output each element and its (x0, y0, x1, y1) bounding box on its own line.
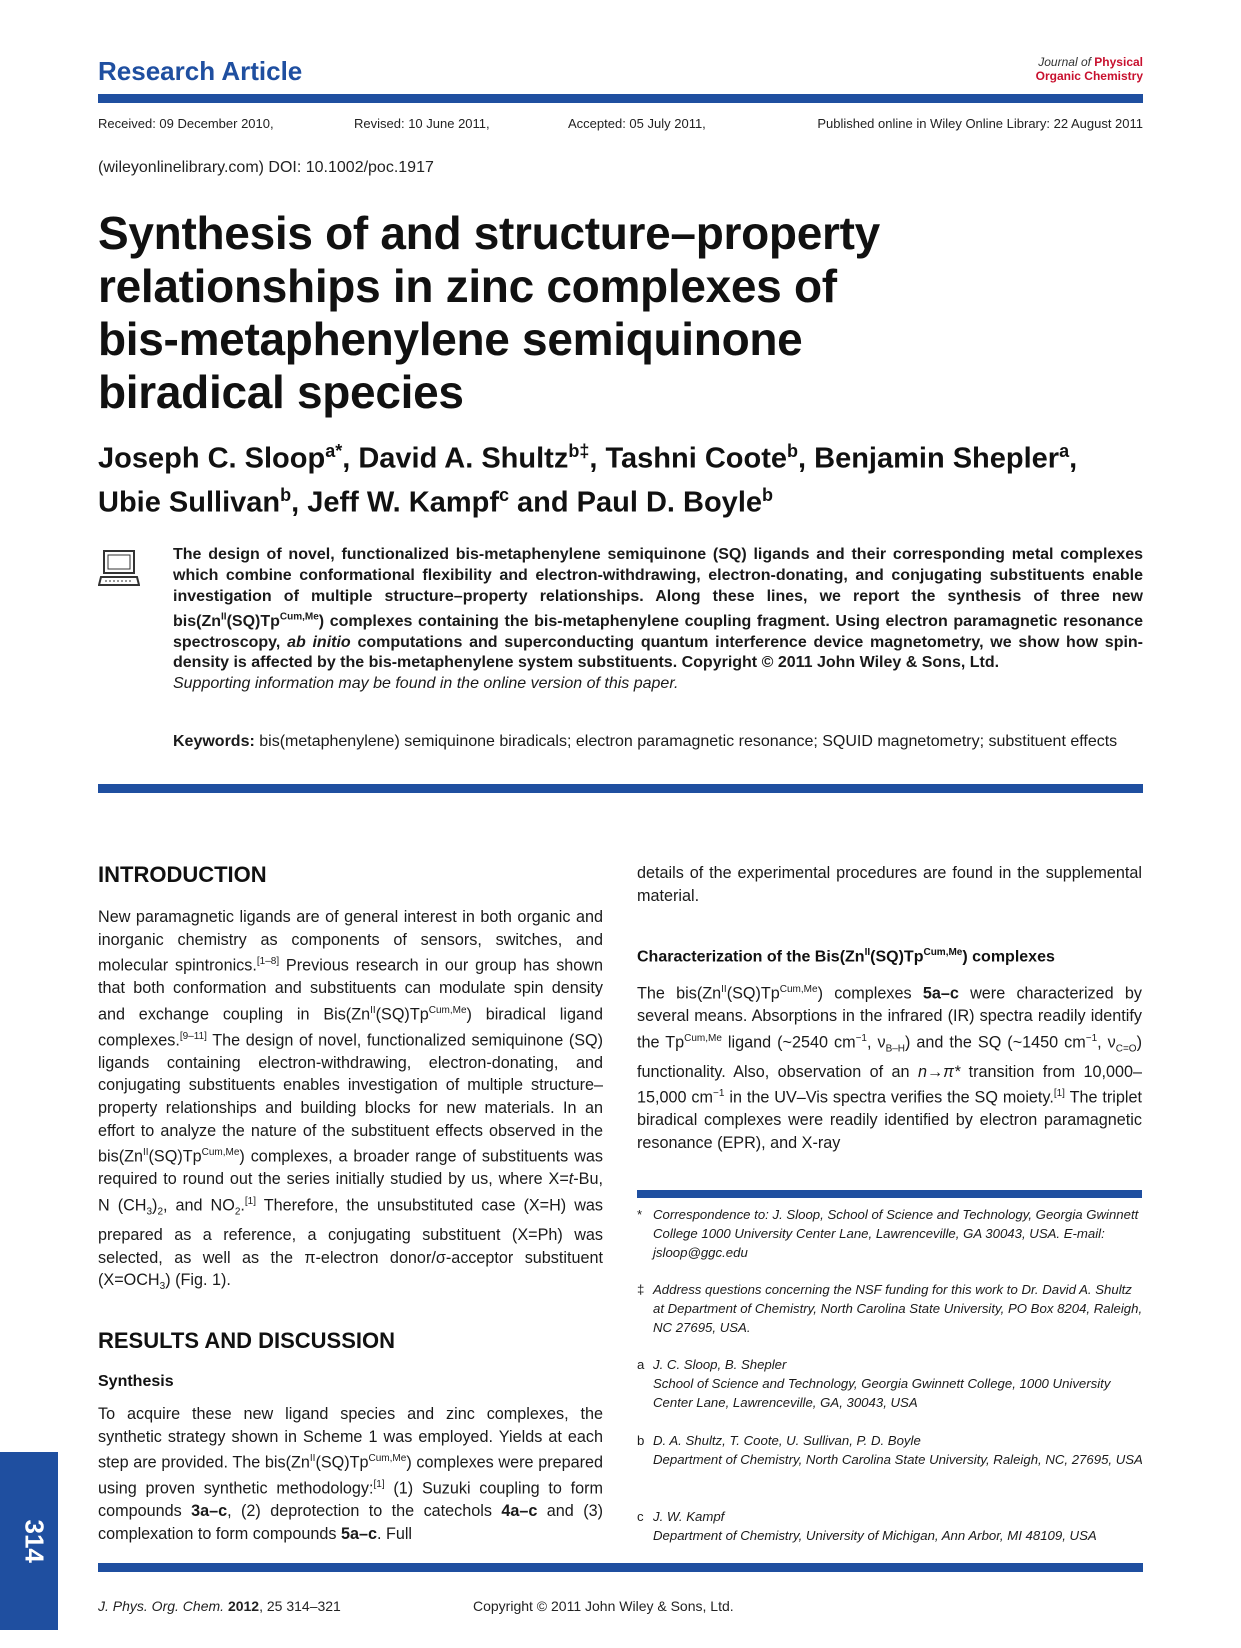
author-affil: b‡ (568, 441, 590, 461)
author-affil: c (498, 484, 509, 505)
author-list: Joseph C. Sloop$^{a*}$, David A. Shultz$^{b\ddagger}$, Tashni Coote$^b$, Benjamin Shepler$^a$, Ubie Sullivan$^b$, Jeff W. Kampf$^c$ and Paul D. Boyle$^b$ (98, 441, 1078, 519)
footnote-affil-b: b D. A. Shultz, T. Coote, U. Sullivan, P. D. Boyle Department of Chemistry, North Carolina State University, Raleigh, NC, 27695, USA (637, 1433, 1143, 1467)
top-rule (98, 94, 1143, 103)
supporting-info: Supporting information may be found in the online version of this paper. (173, 675, 679, 693)
journal-logo-emph: Physical (1094, 55, 1143, 69)
journal-logo (1036, 55, 1143, 83)
keywords-text: bis(metaphenylene) semiquinone biradicals; electron paramagnetic resonance; SQUID magnetometry; substituent effects (254, 733, 1118, 750)
author: Joseph C. Sloop (98, 442, 326, 475)
continued-paragraph: details of the experimental procedures are found in the supplemental material. (637, 864, 1142, 905)
footnote-affil-c: c J. W. Kampf Department of Chemistry, University of Michigan, Ann Arbor, MI 48109, USA (637, 1509, 1097, 1543)
results-heading: RESULTS AND DISCUSSION (98, 1328, 396, 1353)
author-affil: b (762, 484, 773, 505)
author: Paul D. Boyle (576, 486, 762, 519)
computer-icon (98, 549, 140, 589)
footer-copyright: Copyright © 2011 John Wiley & Sons, Ltd. (473, 1598, 734, 1614)
characterization-heading: Characterization of the $Bis(Zn^{II}(SQ)Tp^{Cum,Me})$ complexes (637, 947, 1055, 966)
title-line: bis-metaphenylene semiquinone (98, 313, 803, 365)
accepted-date: Accepted: 05 July 2011, (568, 116, 706, 131)
intro-paragraph: New paramagnetic ligands are of general interest in both organic and inorganic chemistry as components of sensors, switches, and molecular spintronics.[1–8] Previous research in our group has shown that both conformation and substituents can modulate spin density and exchange coupling in $Bis(Zn^{II}(SQ)Tp^{Cum,Me})$ biradical ligand complexes.[9–11] The design of novel, functionalized semiquinone (SQ) ligands containing electron-withdrawing, electron-donating, and conjugating substituents enables investigation of multiple structure–property relationships and building blocks for new materials. In an effort to analyze the nature of the substituent effects observed in the $bis(Zn^{II}(SQ)Tp^{Cum,Me})$ complexes, a broader range of substituents was required to round out the series initially studied by us, where X=t-Bu, N $(CH_3)_2$, and $NO_2.[1]$ Therefore, the unsubstituted case (X=H) was prepared as a reference, a conjugating substituent (X=Ph) was selected, as well as the π-electron donor/σ-acceptor substituent $(X=OCH_3)$ (Fig. 1). (98, 908, 603, 1293)
footnote-affil-a: a J. C. Sloop, B. Shepler School of Science and Technology, Georgia Gwinnett College, 1000 University Center Lane, Lawrenceville, GA, 30043, USA (637, 1357, 1111, 1410)
abstract-text: The design of novel, functionalized bis-metaphenylene semiquinone (SQ) ligands and their corresponding metal complexes which combine conformational flexibility and electron-withdrawing, electron-donating, and conjugating substituents enable investigation of multiple structure–property relationships. Along these lines, we report the synthesis of three new $bis(Zn^{II}(SQ)Tp^{Cum,Me})$ complexes containing the bis-metaphenylene coupling fragment. Using electron paramagnetic resonance spectroscopy, ab initio computations and superconducting quantum interference device magnetometry, we show how spin-density is affected by the bis-metaphenylene system substituents. Copyright © 2011 John Wiley & Sons, Ltd. (173, 546, 1144, 672)
doi-line: (wileyonlinelibrary.com) DOI: 10.1002/poc.1917 (98, 159, 434, 176)
keywords-label: Keywords: (173, 733, 255, 750)
footnote-correspondence: * Correspondence to: J. Sloop, School of Science and Technology, Georgia Gwinnett College 1000 University Center Lane, Lawrenceville, GA 30043, USA. E-mail: jsloop@ggc.edu (637, 1207, 1139, 1260)
title-line: relationships in zinc complexes of (98, 260, 837, 312)
characterization-paragraph: The $bis(Zn^{II}(SQ)Tp^{Cum,Me})$ complexes 5a–c were characterized by several means. Absorptions in the infrared (IR) spectra readily identify the $Tp^{Cum,Me}$ ligand (~2540 $cm^{-1}$, $\nu_{B-H}$) and the SQ (~1450 $cm^{-1}$, $\nu_{C=O}$) functionality. Also, observation of an n→π* transition from 10,000–15,000 $cm^{-1}$ in the UV–Vis spectra verifies the SQ moiety.[1] The triplet biradical complexes were readily identified by electron paramagnetic resonance (EPR), and X-ray (637, 984, 1142, 1152)
journal-logo-line2: Organic Chemistry (1035, 69, 1143, 83)
section-label: Research Article (98, 56, 303, 86)
page-number-tab (0, 1452, 58, 1630)
author: Ubie Sullivan (98, 486, 281, 519)
received-date: Received: 09 December 2010, (98, 116, 274, 131)
author-affil: a (1059, 441, 1070, 461)
bottom-rule (98, 1563, 1143, 1572)
page-number: 314 (19, 1519, 50, 1563)
abstract (173, 545, 1143, 695)
author-affil: a* (325, 441, 343, 461)
author: Tashni Coote (605, 442, 787, 475)
author-affil: b (280, 484, 292, 505)
footnote-nsf: ‡ Address questions concerning the NSF funding for this work to Dr. David A. Shultz at Department of Chemistry, North Carolina State University, PO Box 8204, Raleigh, NC 27695, USA. (637, 1282, 1143, 1335)
author: Benjamin Shepler (814, 442, 1060, 475)
footnote-rule (637, 1190, 1142, 1198)
title-line: Synthesis of and structure–property (98, 207, 880, 259)
title-line: biradical species (98, 366, 464, 418)
keywords (173, 732, 1143, 753)
published-date: Published online in Wiley Online Library: 22 August 2011 (817, 116, 1143, 131)
article-title (98, 207, 998, 419)
revised-date: Revised: 10 June 2011, (354, 116, 490, 131)
author-affil: b (787, 441, 798, 461)
footer-citation: J. Phys. Org. Chem. 2012, 25 314–321 (98, 1598, 341, 1614)
author: David A. Shultz (358, 442, 569, 475)
synthesis-subheading: Synthesis (98, 1373, 174, 1390)
intro-heading: INTRODUCTION (98, 862, 267, 887)
abstract-rule (98, 784, 1143, 793)
synthesis-paragraph: To acquire these new ligand species and zinc complexes, the synthetic strategy shown in Scheme 1 was employed. Yields at each step are provided. The $bis(Zn^{II}(SQ)Tp^{Cum,Me})$ complexes were prepared using proven synthetic methodology:[1] (1) Suzuki coupling to form compounds 3a–c, (2) deprotection to the catechols 4a–c and (3) complexation to form compounds 5a–c. Full (98, 1405, 604, 1543)
journal-logo-prefix: Journal of (1038, 55, 1095, 69)
author: Jeff W. Kampf (307, 486, 499, 519)
